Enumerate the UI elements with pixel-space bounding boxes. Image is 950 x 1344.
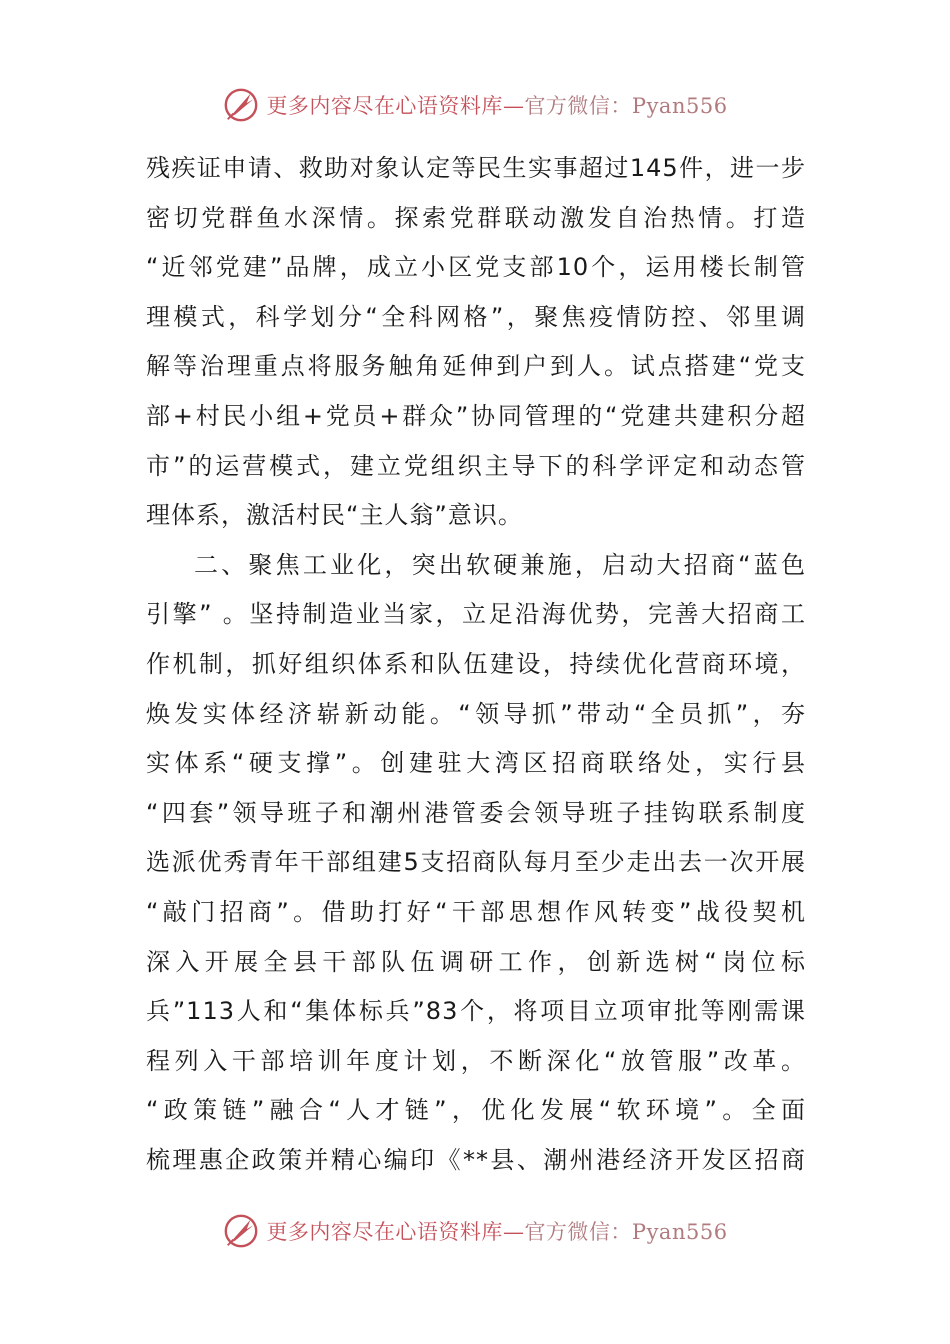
text-line: 梳理惠企政策并精心编印《**县、潮州港经济开发区招商 [146, 1145, 806, 1174]
paragraph-1 [146, 144, 806, 541]
text-line: 市”的运营模式，建立党组织主导下的科学评定和动态管 [146, 451, 806, 480]
quill-logo-icon [222, 1212, 260, 1250]
text-line: 部+村民小组+党员+群众”协同管理的“党建共建积分超 [146, 401, 806, 430]
text-line: 密切党群鱼水深情。探索党群联动激发自治热情。打造 [146, 203, 806, 232]
text-line: “四套”领导班子和潮州港管委会领导班子挂钩联系制度 [146, 798, 806, 827]
text-line: 引擎” 。坚持制造业当家，立足沿海优势，完善大招商工 [146, 600, 806, 629]
text-line: 实体系“硬支撑”。创建驻大湾区招商联络处，实行县 [146, 749, 806, 778]
text-line: “近邻党建”品牌，成立小区党支部10个，运用楼长制管 [146, 253, 806, 282]
text-line: 兵”113人和“集体标兵”83个，将项目立项审批等刚需课 [146, 997, 806, 1026]
paragraph-2 [146, 541, 806, 1186]
text-line: 解等治理重点将服务触角延伸到户到人。试点搭建“党支 [146, 352, 806, 381]
text-line: “敲门招商”。借助打好“干部思想作风转变”战役契机 [146, 897, 806, 926]
text-line: 理体系，激活村民“主人翁”意识。 [146, 501, 523, 530]
section-heading-line: 二、聚焦工业化，突出软硬兼施，启动大招商“蓝色 [194, 550, 806, 579]
text-line: 程列入干部培训年度计划，不断深化“放管服”改革。 [146, 1046, 806, 1075]
text-line: 作机制，抓好组织体系和队伍建设，持续优化营商环境， [146, 649, 806, 678]
quill-logo-icon [222, 86, 260, 124]
footer-watermark-banner [0, 1206, 950, 1256]
banner-text: 更多内容尽在心语资料库—官方微信：Pyan556 [266, 94, 728, 118]
banner-text: 更多内容尽在心语资料库—官方微信：Pyan556 [266, 1220, 728, 1244]
header-watermark-banner [0, 80, 950, 130]
text-line: 焕发实体经济崭新动能。“领导抓”带动“全员抓”，夯 [146, 699, 806, 728]
document-body [146, 144, 806, 1185]
text-line: 选派优秀青年干部组建5支招商队每月至少走出去一次开展 [146, 848, 806, 877]
text-line: 残疾证申请、救助对象认定等民生实事超过145件，进一步 [146, 154, 806, 182]
text-line: 理模式，科学划分“全科网格”，聚焦疫情防控、邻里调 [146, 302, 806, 331]
text-line: “政策链”融合“人才链”，优化发展“软环境”。全面 [146, 1096, 806, 1125]
text-line: 深入开展全县干部队伍调研工作，创新选树“岗位标 [146, 947, 806, 976]
